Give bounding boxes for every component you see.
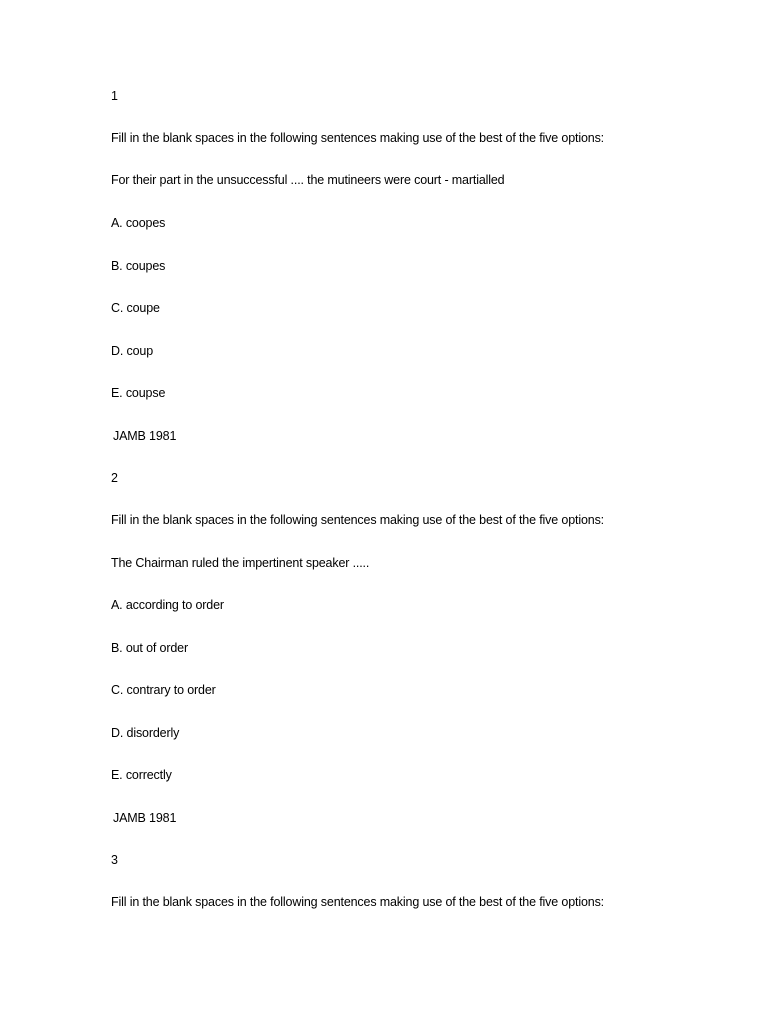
question-source: JAMB 1981 (113, 811, 177, 825)
question-number: 1 (111, 89, 118, 103)
option-e: E. correctly (111, 768, 172, 782)
option-d: D. coup (111, 344, 154, 358)
option-b: B. coupes (111, 259, 166, 273)
question-number: 2 (111, 471, 118, 485)
option-e: E. coupse (111, 386, 166, 400)
question-number: 3 (111, 853, 118, 867)
option-b: B. out of order (111, 641, 188, 655)
question-source: JAMB 1981 (113, 429, 177, 443)
option-c: C. contrary to order (111, 683, 216, 697)
option-c: C. coupe (111, 301, 160, 315)
question-instruction: Fill in the blank spaces in the following sentences making use of the best of the five options: (111, 513, 604, 527)
question-sentence: For their part in the unsuccessful .... the mutineers were court - martialled (111, 173, 505, 187)
question-sentence: The Chairman ruled the impertinent speaker ..... (111, 556, 370, 570)
question-instruction: Fill in the blank spaces in the following sentences making use of the best of the five options: (111, 131, 604, 145)
question-instruction: Fill in the blank spaces in the following sentences making use of the best of the five options: (111, 895, 604, 909)
option-d: D. disorderly (111, 726, 180, 740)
option-a: A. coopes (111, 216, 166, 230)
option-a: A. according to order (111, 598, 224, 612)
